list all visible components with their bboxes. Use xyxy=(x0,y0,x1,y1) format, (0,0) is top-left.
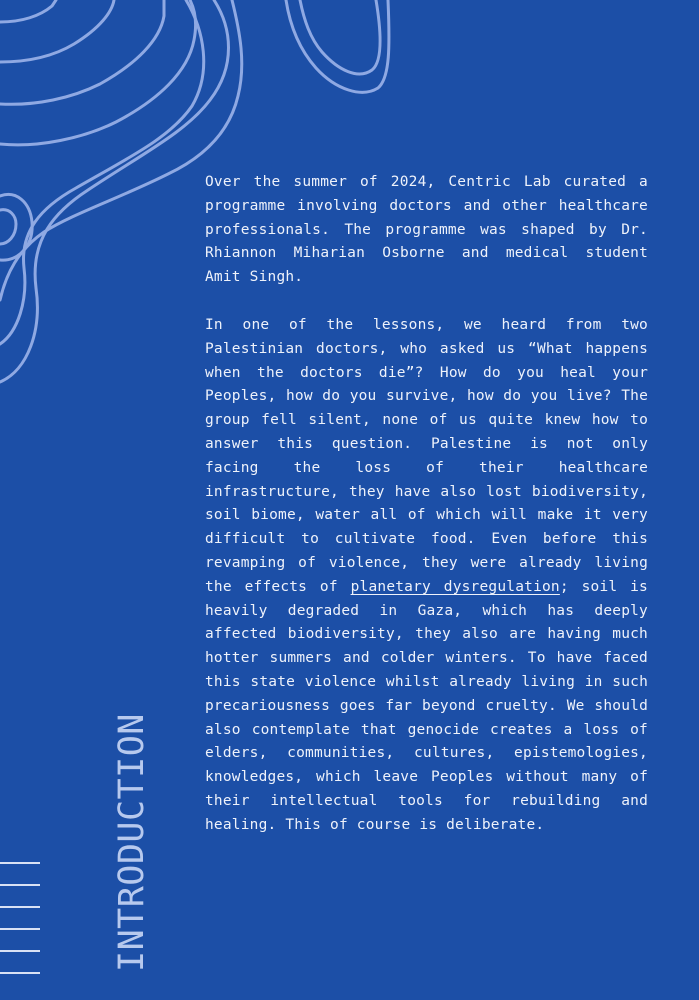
planetary-dysregulation-link[interactable]: planetary dysregulation xyxy=(350,578,560,595)
intro-body-text xyxy=(205,171,648,862)
section-title-introduction: INTRODUCTION xyxy=(112,713,152,972)
decorative-line xyxy=(0,950,40,952)
decorative-line xyxy=(0,906,40,908)
decorative-line xyxy=(0,862,40,864)
decorative-line xyxy=(0,884,40,886)
intro-paragraph-2 xyxy=(205,314,648,838)
paragraph-2-text-start: In one of the lessons, we heard from two Palestinian doctors, who asked us “What happens when the doctors die”? How do you heal your Peoples, how do you survive, how do you live? The group fell silent, none of us quite knew how to answer this question. Palestine is not only facing the loss of their healthcare infrastructure, they have also lost biodiversity, soil biome, water all of which will make it very difficult to cultivate food. Even before this revamping of violence, they were already living the effects of xyxy=(205,316,648,595)
decorative-line xyxy=(0,928,40,930)
decorative-line xyxy=(0,972,40,974)
paragraph-2-text-end: ; soil is heavily degraded in Gaza, which has deeply affected biodiversity, they also are having much hotter summers and colder winters. To have faced this state violence whilst already living in such precariousness goes far beyond cruelty. We should also contemplate that genocide creates a loss of elders, communities, cultures, epistemologies, knowledges, which leave Peoples without many of their intellectual tools for rebuilding and healing. This of course is deliberate. xyxy=(205,578,648,833)
intro-paragraph-1: Over the summer of 2024, Centric Lab curated a programme involving doctors and other healthcare professionals. The programme was shaped by Dr. Rhiannon Miharian Osborne and medical student Amit Singh. xyxy=(205,174,648,286)
